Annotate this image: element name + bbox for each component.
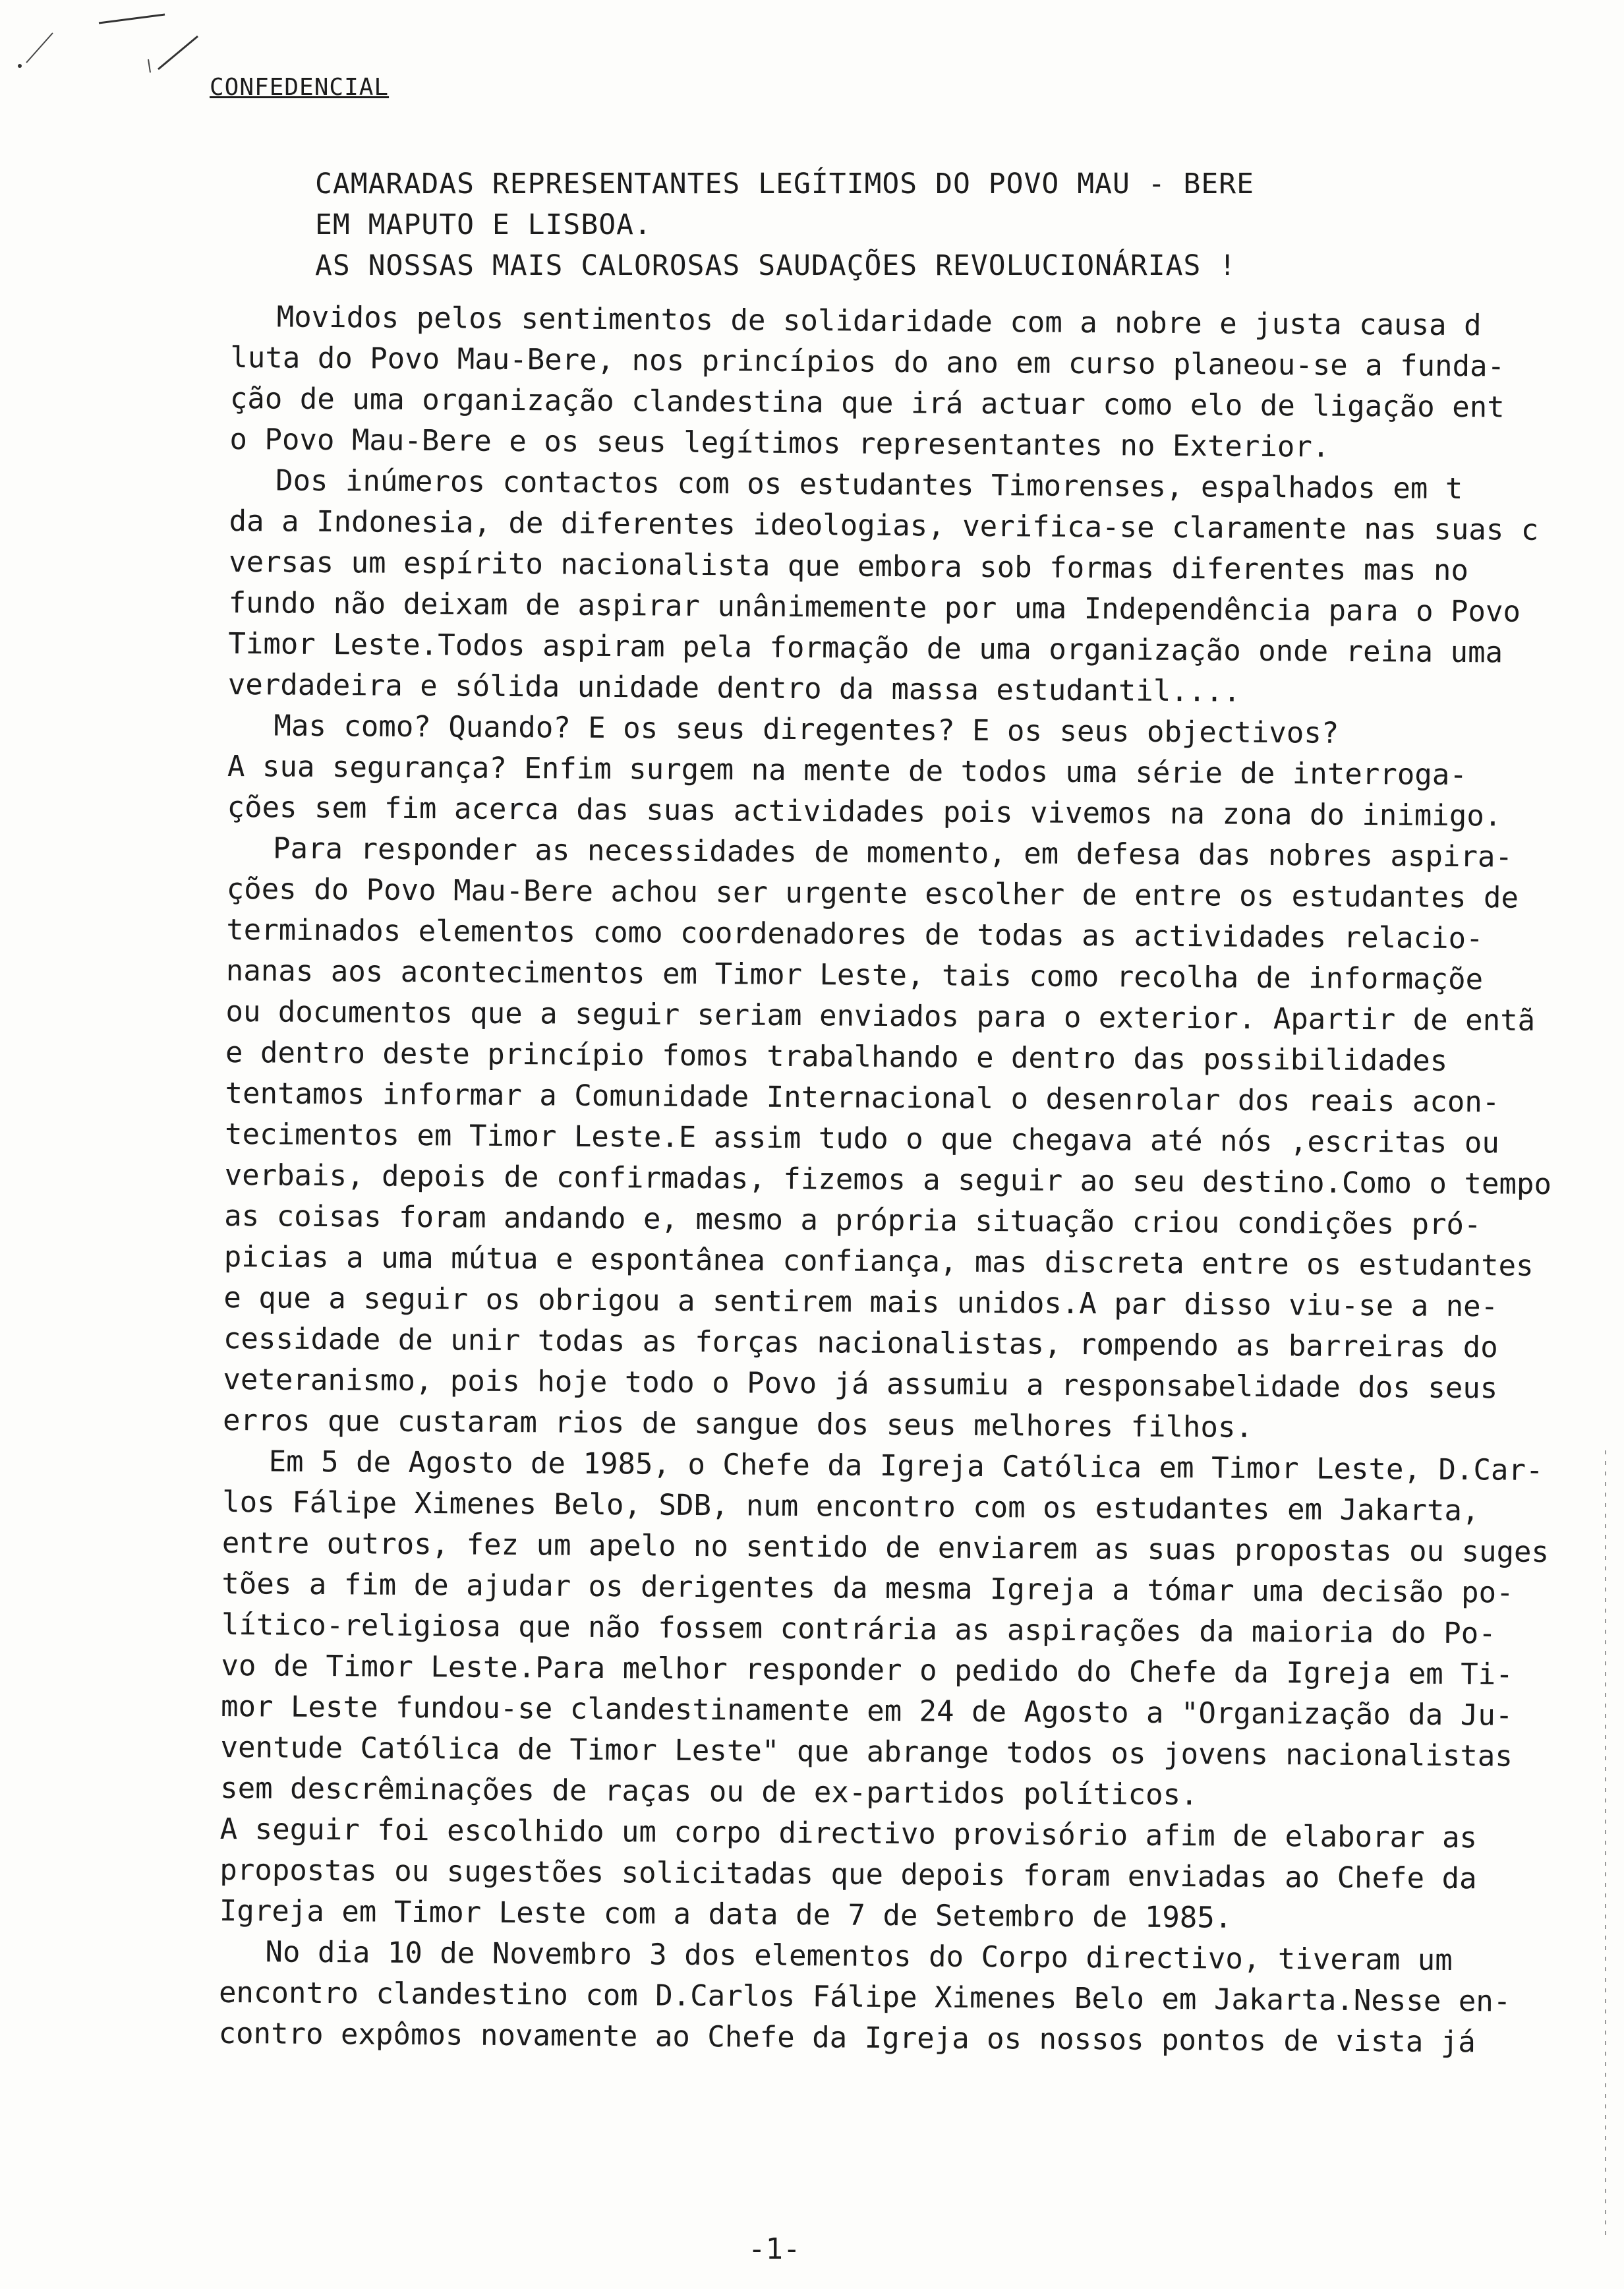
scan-edge-marks (1599, 0, 1612, 2289)
text-line: e que a seguir os obrigou a sentirem mais unidos.A par disso viu-se a ne- (223, 1280, 1499, 1324)
text-line: ventude Católica de Timor Leste" que abrange todos os jovens nacionalistas (220, 1730, 1513, 1773)
text-line: ções do Povo Mau-Bere achou ser urgente escolher de entre os estudantes de (226, 872, 1519, 915)
text-line: tentamos informar a Comunidade Internacional o desenrolar dos reais acon- (225, 1076, 1500, 1119)
text-line: as coisas foram andando e, mesmo a própria situação criou condições pró- (224, 1199, 1482, 1242)
text-line: picias a uma mútua e espontânea confiança, mas discreta entre os estudantes (223, 1239, 1534, 1283)
letter-body (218, 297, 1575, 2064)
text-line: erros que custaram rios de sangue dos seus melhores filhos. (222, 1403, 1254, 1444)
text-line: tões a fim de ajudar os derigentes da mesma Igreja a tómar uma decisão po- (221, 1566, 1514, 1610)
text-line: o Povo Mau-Bere e os seus legítimos representantes no Exterior. (229, 422, 1330, 464)
salutation-line: AS NOSSAS MAIS CALOROSAS SAUDAÇÕES REVOLUCIONÁRIAS ! (315, 249, 1237, 282)
text-line: Timor Leste.Todos aspiram pela formação de uma organização onde reina uma (228, 626, 1503, 670)
salutation-line: EM MAPUTO E LISBOA. (315, 208, 652, 241)
text-line: e dentro deste princípio fomos trabalhando e dentro das possibilidades (225, 1035, 1448, 1078)
text-line: Igreja em Timor Leste com a data de 7 de Setembro de 1985. (219, 1893, 1232, 1935)
scan-mark (0, 0, 224, 86)
text-line: sem descrêminações de raças ou de ex-partidos políticos. (220, 1771, 1198, 1812)
text-line: los Fálipe Ximenes Belo, SDB, num encontro com os estudantes em Jakarta, (222, 1485, 1480, 1528)
text-line: luta do Povo Mau-Bere, nos princípios do ano em curso planeou-se a funda- (230, 340, 1505, 384)
text-line: lítico-religiosa que não fossem contrária as aspirações da maioria do Po- (221, 1607, 1496, 1651)
text-line: ções sem fim acerca das suas actividades pois vivemos na zona do inimigo. (227, 790, 1502, 833)
text-line: Movidos pelos sentimentos de solidaridade com a nobre e justa causa d (276, 300, 1482, 343)
text-line: mor Leste fundou-se clandestinamente em 24 de Agosto a "Organização da Ju- (220, 1689, 1513, 1733)
text-line: No dia 10 de Novembro 3 dos elementos do Corpo directivo, tiveram um (265, 1935, 1453, 1978)
text-line: fundo não deixam de aspirar unânimemente por uma Independência para o Povo (228, 585, 1521, 629)
text-line: da a Indonesia, de diferentes ideologias, verifica-se claramente nas suas c (229, 504, 1539, 547)
text-line: entre outros, fez um apelo no sentido de enviarem as suas propostas ou suges (221, 1526, 1550, 1570)
text-line: ou documentos que a seguir seriam enviados para o exterior. Apartir de entã (225, 994, 1536, 1038)
document-header: CONFEDENCIAL (210, 74, 390, 101)
text-line: encontro clandestino com D.Carlos Fálipe Ximenes Belo em Jakarta.Nesse en- (218, 1975, 1511, 2019)
text-line: verbais, depois de confirmadas, fizemos a seguir ao seu destino.Como o tempo (224, 1158, 1552, 1202)
text-line: Mas como? Quando? E os seus diregentes? E os seus objectivos? (274, 709, 1339, 750)
salutation-block (315, 164, 1254, 286)
text-line: contro expômos novamente ao Chefe da Igreja os nossos pontos de vista já (218, 2016, 1476, 2060)
salutation-line: CAMARADAS REPRESENTANTES LEGÍTIMOS DO POVO MAU - BERE (315, 167, 1255, 200)
text-line: A seguir foi escolhido um corpo directivo provisório afim de elaborar as (219, 1812, 1478, 1855)
text-line: Para responder as necessidades de momento, em defesa das nobres aspira- (272, 831, 1513, 874)
text-line: nanas aos acontecimentos em Timor Leste, tais como recolha de informaçõe (225, 953, 1484, 997)
text-line: propostas ou sugestões solicitadas que depois foram enviadas ao Chefe da (219, 1853, 1477, 1896)
page-number: -1- (748, 2232, 801, 2266)
text-line: A sua segurança? Enfim surgem na mente de todos uma série de interroga- (227, 749, 1467, 792)
text-line: ção de uma organização clandestina que irá actuar como elo de ligação ent (229, 381, 1505, 425)
text-line: verdadeira e sólida unidade dentro da massa estudantil.... (227, 667, 1241, 709)
text-line: Dos inúmeros contactos com os estudantes Timorenses, espalhados em t (275, 463, 1463, 506)
text-line: tecimentos em Timor Leste.E assim tudo o que chegava até nós ,escritas ou (224, 1117, 1500, 1160)
text-line: vo de Timor Leste.Para melhor responder o pedido do Chefe da Igreja em Ti- (221, 1648, 1513, 1692)
text-line: versas um espírito nacionalista que embora sob formas diferentes mas no (229, 545, 1469, 588)
text-line: cessidade de unir todas as forças nacionalistas, rompendo as barreiras do (223, 1321, 1498, 1365)
text-line: veteranismo, pois hoje todo o Povo já assumiu a responsabelidade dos seus (223, 1362, 1498, 1406)
text-line: Em 5 de Agosto de 1985, o Chefe da Igreja Católica em Timor Leste, D.Car- (268, 1444, 1544, 1487)
text-line: terminados elementos como coordenadores de todas as actividades relacio- (226, 912, 1484, 956)
